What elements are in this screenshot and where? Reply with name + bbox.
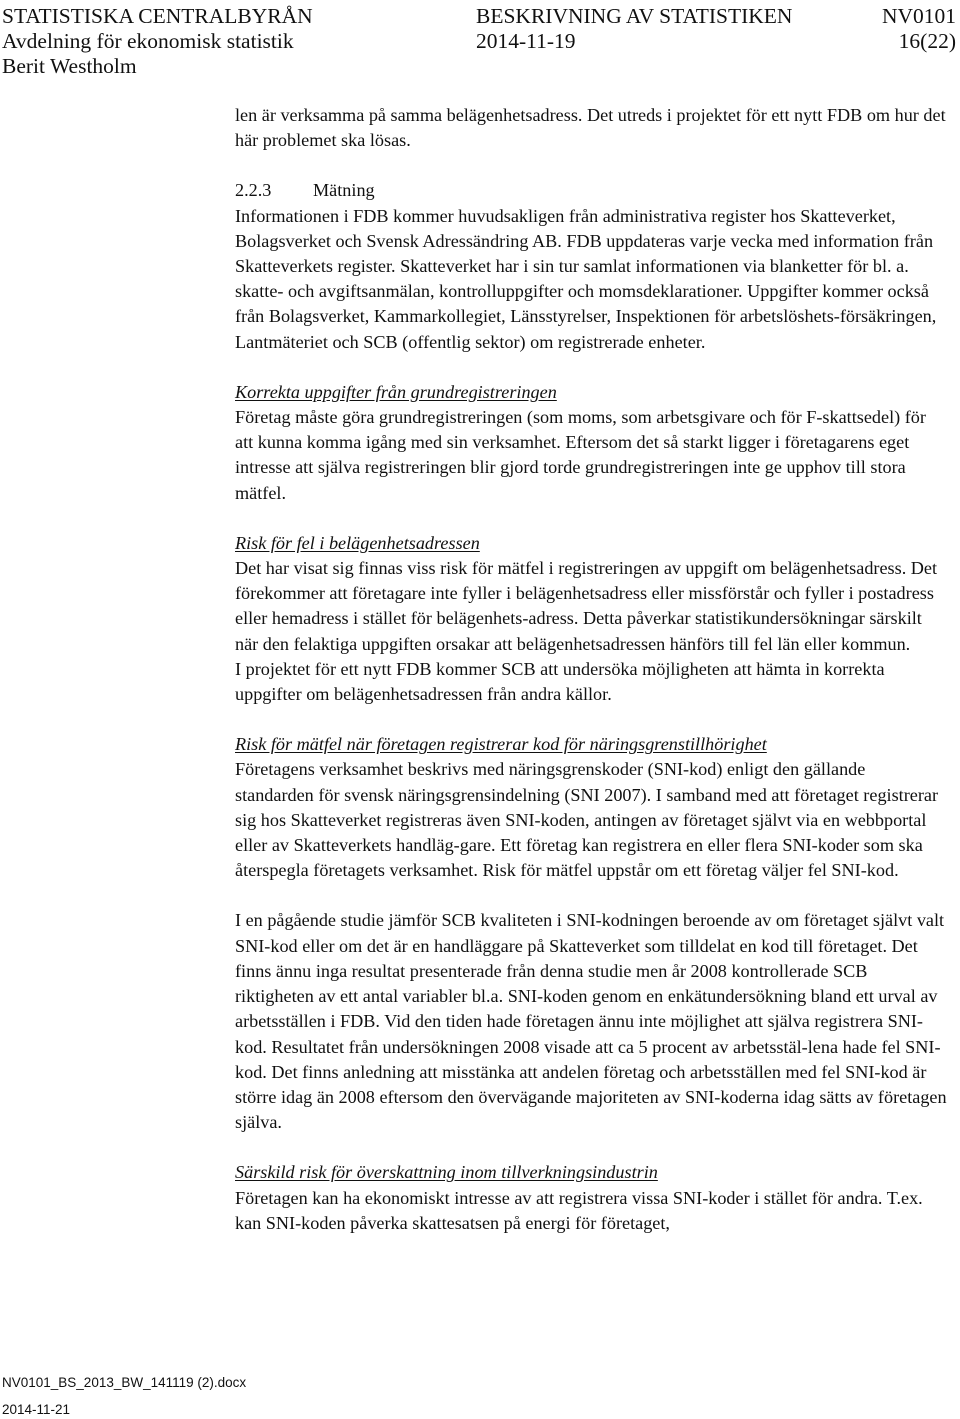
paragraph-address-project: I projektet för ett nytt FDB kommer SCB att undersöka möjligheten att hämta in korrekta uppgifter om belägenhetsadressen från andra källor.	[235, 658, 885, 705]
header-organization: STATISTISKA CENTRALBYRÅN	[2, 4, 313, 28]
document-body	[235, 103, 947, 1236]
header-document-code: NV0101	[881, 4, 956, 28]
paragraph-continuation: len är verksamma på samma belägenhetsadress. Det utreds i projektet för ett nytt FDB om hur det här problemet ska lösas.	[235, 105, 946, 151]
paragraph-sources: Informationen i FDB kommer huvudsakligen från administrativa register hos Skatteverket, Bolagsverket och Svensk Adressändring AB. FDB uppdateras varje vecka med information från Skatteverkets register. Skatteverket har i sin tur samlat informationen via blanketter för bl. a. skatte- och avgiftsanmälan, kontrolluppgifter och momsdeklarationer. Uppgifter kommer också från Bolagsverket, Kammarkollegiet, Länsstyrelser, Inspektionen för arbetslöshets-försäkringen, Lantmäteriet och SCB (offentlig sektor) om registrerade enheter.	[235, 205, 937, 352]
footer-date: 2014-11-21	[2, 1402, 71, 1417]
page-header	[0, 0, 960, 80]
subheading-address-risk: Risk för fel i belägenhetsadressen	[235, 532, 480, 553]
footer-filename: NV0101_BS_2013_BW_141119 (2).docx	[2, 1375, 247, 1390]
paragraph-study: I en pågående studie jämför SCB kvaliteten i SNI-kodningen beroende av om företaget självt valt SNI-kod eller om det är en handläggare på Skatteverket som tilldelat en kod till företaget. Det finns ännu inga resultat presenterade från denna studie men år 2008 kontrollerade SCB riktigheten av ett antal variabler bl.a. SNI-koden genom en enkätundersökning bland ett urval av arbetsställen i FDB. Vid den tiden hade företagen ännu inte möjlighet att själva registrera SNI-kod. Resultatet från undersökningen 2008 visade att ca 5 procent av arbetsstäl-lena hade fel SNI-kod. Det finns anledning att misstänka att andelen företag och arbetsställen med fel SNI-kod är större idag än 2008 eftersom den övervägande majoriteten av SNI-koderna idag sätts av företagen själva.	[235, 910, 947, 1133]
header-document-title: BESKRIVNING AV STATISTIKEN	[476, 4, 793, 28]
paragraph-industry-code: Företagens verksamhet beskrivs med näringsgrenskoder (SNI-kod) enligt den gällande standarden för svensk näringsgrensindelning (SNI 2007). I samband med att företaget registrerar sig hos Skatteverket registreras även SNI-koden, antingen av företaget självt via en webbportal eller av Skatteverkets handläg-gare. Ett företag kan registrera en eller flera SNI-koder som ska återspegla företagets verksamhet. Risk för mätfel uppstår om ett företag väljer fel SNI-kod.	[235, 759, 939, 881]
subheading-registration: Korrekta uppgifter från grundregistreringen	[235, 381, 557, 402]
header-department: Avdelning för ekonomisk statistik	[2, 29, 294, 53]
header-date: 2014-11-19	[476, 29, 576, 53]
subheading-manufacturing-risk: Särskild risk för överskattning inom tillverkningsindustrin	[235, 1162, 658, 1183]
paragraph-manufacturing: Företagen kan ha ekonomiskt intresse av att registrera vissa SNI-koder i stället för andra. T.ex. kan SNI-koden påverka skattesatsen på energi för företaget,	[235, 1187, 923, 1233]
section-title: Mätning	[313, 180, 375, 201]
subheading-industry-code-risk: Risk för mätfel när företagen registrerar kod för näringsgrenstillhörighet	[235, 734, 767, 755]
header-author: Berit Westholm	[2, 54, 137, 78]
section-number: 2.2.3	[235, 180, 272, 201]
section-heading	[235, 178, 947, 203]
header-page-number: 16(22)	[898, 29, 956, 53]
paragraph-address-risk: Det har visat sig finnas viss risk för mätfel i registreringen av uppgift om belägenhetsadress. Det förekommer att företagare inte fyller i belägenhetsadress eller missförstår och fyller i postadress eller hemadress i stället för belägenhets-adress. Detta påverkar statistikundersökningar särskilt när den felaktiga uppgiften orsakar att belägenhetsadressen hänförs till fel län eller kommun.	[235, 558, 938, 654]
paragraph-registration: Företag måste göra grundregistreringen (som moms, som arbetsgivare och för F-skattsedel) för att kunna komma igång med sin verksamhet. Eftersom det så starkt ligger i företagarens eget intresse att själva registreringen blir gjord torde grundregistreringen inte ge upphov till stora mätfel.	[235, 407, 926, 503]
